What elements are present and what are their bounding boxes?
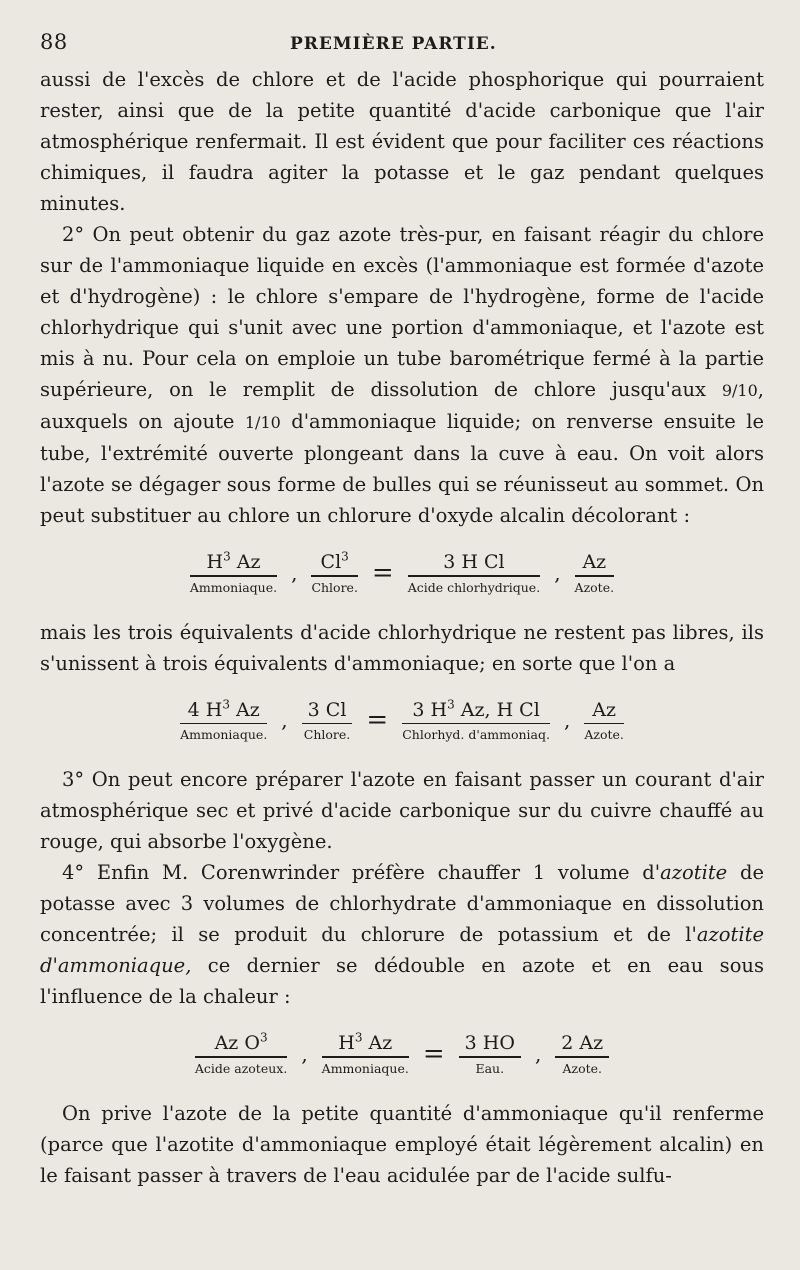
eq1-t3-formula: 3 H Cl <box>443 551 505 573</box>
eq2-term-chlore <box>302 699 353 743</box>
eq3-t2-label: Ammoniaque. <box>321 1060 409 1076</box>
eq1-t2-formula: Cl <box>320 551 342 573</box>
paragraph-3: mais les trois équivalents d'acide chlorhydrique ne restent pas libres, ils s'unissent à trois équivalents d'ammoniaque; en sorte que l'on a <box>40 620 764 675</box>
eq1-t1-formula: H <box>206 551 224 573</box>
eq2-t3-rest: Az, H Cl <box>454 698 540 721</box>
fraction-nine-tenths: 9/10 <box>721 381 758 400</box>
eq2-term-chlorhydrate <box>402 699 550 743</box>
paragraph-5-text-b: de potasse avec 3 volumes de chlorhydrate d'ammoniaque en dissolution concentrée; il se produit du chlorure de potassium et de l' <box>40 861 764 946</box>
eq2-op3: , <box>563 708 571 733</box>
eq3-op3: , <box>534 1041 542 1066</box>
paragraph-5-text-a: 4° Enfin M. Corenwrinder préfère chauffer 1 volume d' <box>62 861 661 884</box>
paragraph-5-italic-b: azotite d'ammoniaque, <box>40 923 764 977</box>
eq2-t1-formula: 4 H <box>187 698 223 721</box>
paragraph-2-text-c: d'ammoniaque liquide; on renverse ensuite le tube, l'extrémité ouverte plongeant dans la cuve à eau. On voit alors l'azote se dégager sous forme de bulles qui se réunisseut au sommet. On peut substituer au chlore un chlorure d'oxyde alcalin décolorant : <box>40 410 764 527</box>
eq1-term-acide <box>408 551 540 595</box>
page-header <box>40 30 764 64</box>
eq2-term-ammoniaque <box>180 699 267 743</box>
eq1-t1-rest: Az <box>230 551 261 573</box>
eq3-t1-label: Acide azoteux. <box>194 1060 288 1076</box>
paragraph-continuation: aussi de l'excès de chlore et de l'acide phosphorique qui pourraient rester, ainsi que de la petite quantité d'acide carbonique que l'air atmosphérique renfermait. Il est évident que pour faciliter ces réactions chimiques, il faudra agiter la potasse et le gaz pendant quelques minutes. <box>40 68 764 215</box>
eq1-t4-label: Azote. <box>574 579 615 595</box>
eq2-t1-sup: 3 <box>222 697 230 712</box>
eq1-op1: , <box>291 560 298 585</box>
running-title: PREMIÈRE PARTIE. <box>290 34 497 54</box>
eq2-equals: = <box>366 705 389 736</box>
eq3-term-eau <box>459 1032 521 1076</box>
paragraph-6: On prive l'azote de la petite quantité d'ammoniaque qu'il renferme (parce que l'azotite d'ammoniaque employé était légèrement alcalin) en le faisant passer à travers de l'eau acidulée par de l'acide sulfu- <box>40 1101 764 1187</box>
eq3-t2-rest: Az <box>362 1032 393 1054</box>
eq1-term-chlore <box>311 551 357 595</box>
paragraph-4: 3° On peut encore préparer l'azote en faisant passer un courant d'air atmosphérique sec et privé d'acide carbonique sur du cuivre chauffé au rouge, qui absorbe l'oxygène. <box>40 768 764 853</box>
equation-2 <box>40 699 764 743</box>
eq2-op1: , <box>281 708 288 733</box>
eq2-t4-formula: Az <box>592 698 616 721</box>
eq3-t2-formula: H <box>338 1032 355 1054</box>
eq1-term-ammoniaque <box>190 551 277 595</box>
eq3-op1: , <box>301 1041 308 1066</box>
eq1-t3-label: Acide chlorhydrique. <box>407 579 541 595</box>
paragraph-5-text-c: ce dernier se dédouble en azote et en eau sous l'influence de la chaleur : <box>40 954 764 1008</box>
page-number: 88 <box>40 30 68 54</box>
eq1-t4-formula: Az <box>582 551 607 573</box>
eq3-t4-formula: 2 Az <box>561 1032 604 1054</box>
equation-3 <box>40 1032 764 1076</box>
eq3-equals: = <box>422 1038 445 1069</box>
eq1-t2-sup: 3 <box>341 549 349 564</box>
eq2-t2-label: Chlore. <box>303 727 351 742</box>
equation-1 <box>40 551 764 595</box>
eq2-t3-formula: 3 H <box>412 698 448 721</box>
eq2-t3-sup: 3 <box>447 697 455 712</box>
eq3-t2-sup: 3 <box>354 1030 363 1045</box>
eq2-t3-label: Chlorhyd. d'ammoniaq. <box>402 727 550 742</box>
eq1-t1-sup: 3 <box>223 549 231 564</box>
eq3-t1-formula: Az O <box>214 1032 260 1054</box>
eq1-t1-label: Ammoniaque. <box>189 579 278 595</box>
paragraph-2 <box>40 219 764 531</box>
eq3-t1-sup: 3 <box>259 1030 268 1045</box>
eq1-term-azote <box>575 551 615 595</box>
eq3-t4-label: Azote. <box>562 1060 602 1076</box>
eq3-t3-label: Eau. <box>475 1060 505 1076</box>
eq3-term-azote <box>555 1032 609 1076</box>
eq2-t4-label: Azote. <box>584 727 624 742</box>
eq2-t2-formula: 3 Cl <box>307 698 347 721</box>
paragraph-5-italic-a: azotite <box>660 861 728 884</box>
eq2-term-azote <box>584 699 624 743</box>
paragraph-5 <box>40 857 764 1012</box>
paragraph-2-text-b: , auxquels on ajoute <box>40 378 764 433</box>
eq1-equals: = <box>371 557 394 588</box>
eq1-t2-label: Chlore. <box>311 579 358 595</box>
eq3-t3-formula: 3 HO <box>464 1032 515 1054</box>
eq3-term-ammoniaque <box>322 1032 409 1076</box>
eq2-t1-label: Ammoniaque. <box>180 727 268 742</box>
fraction-one-tenth: 1/10 <box>244 413 281 432</box>
eq1-op3: , <box>554 560 561 585</box>
eq2-t1-rest: Az <box>229 698 260 721</box>
paragraph-2-text-a: 2° On peut obtenir du gaz azote très-pur, en faisant réagir du chlore sur de l'ammoniaque liquide en excès (l'ammoniaque est formée d'azote et d'hydrogène) : le chlore s'empare de l'hydrogène, forme de l'acide chlorhydrique qui s'unit avec une portion d'ammoniaque, et l'azote est mis à nu. Pour cela on emploie un tube barométrique fermé à la partie supérieure, on le remplit de dissolution de chlore jusqu'aux <box>40 223 764 401</box>
eq3-term-acide-azoteux <box>195 1032 287 1076</box>
